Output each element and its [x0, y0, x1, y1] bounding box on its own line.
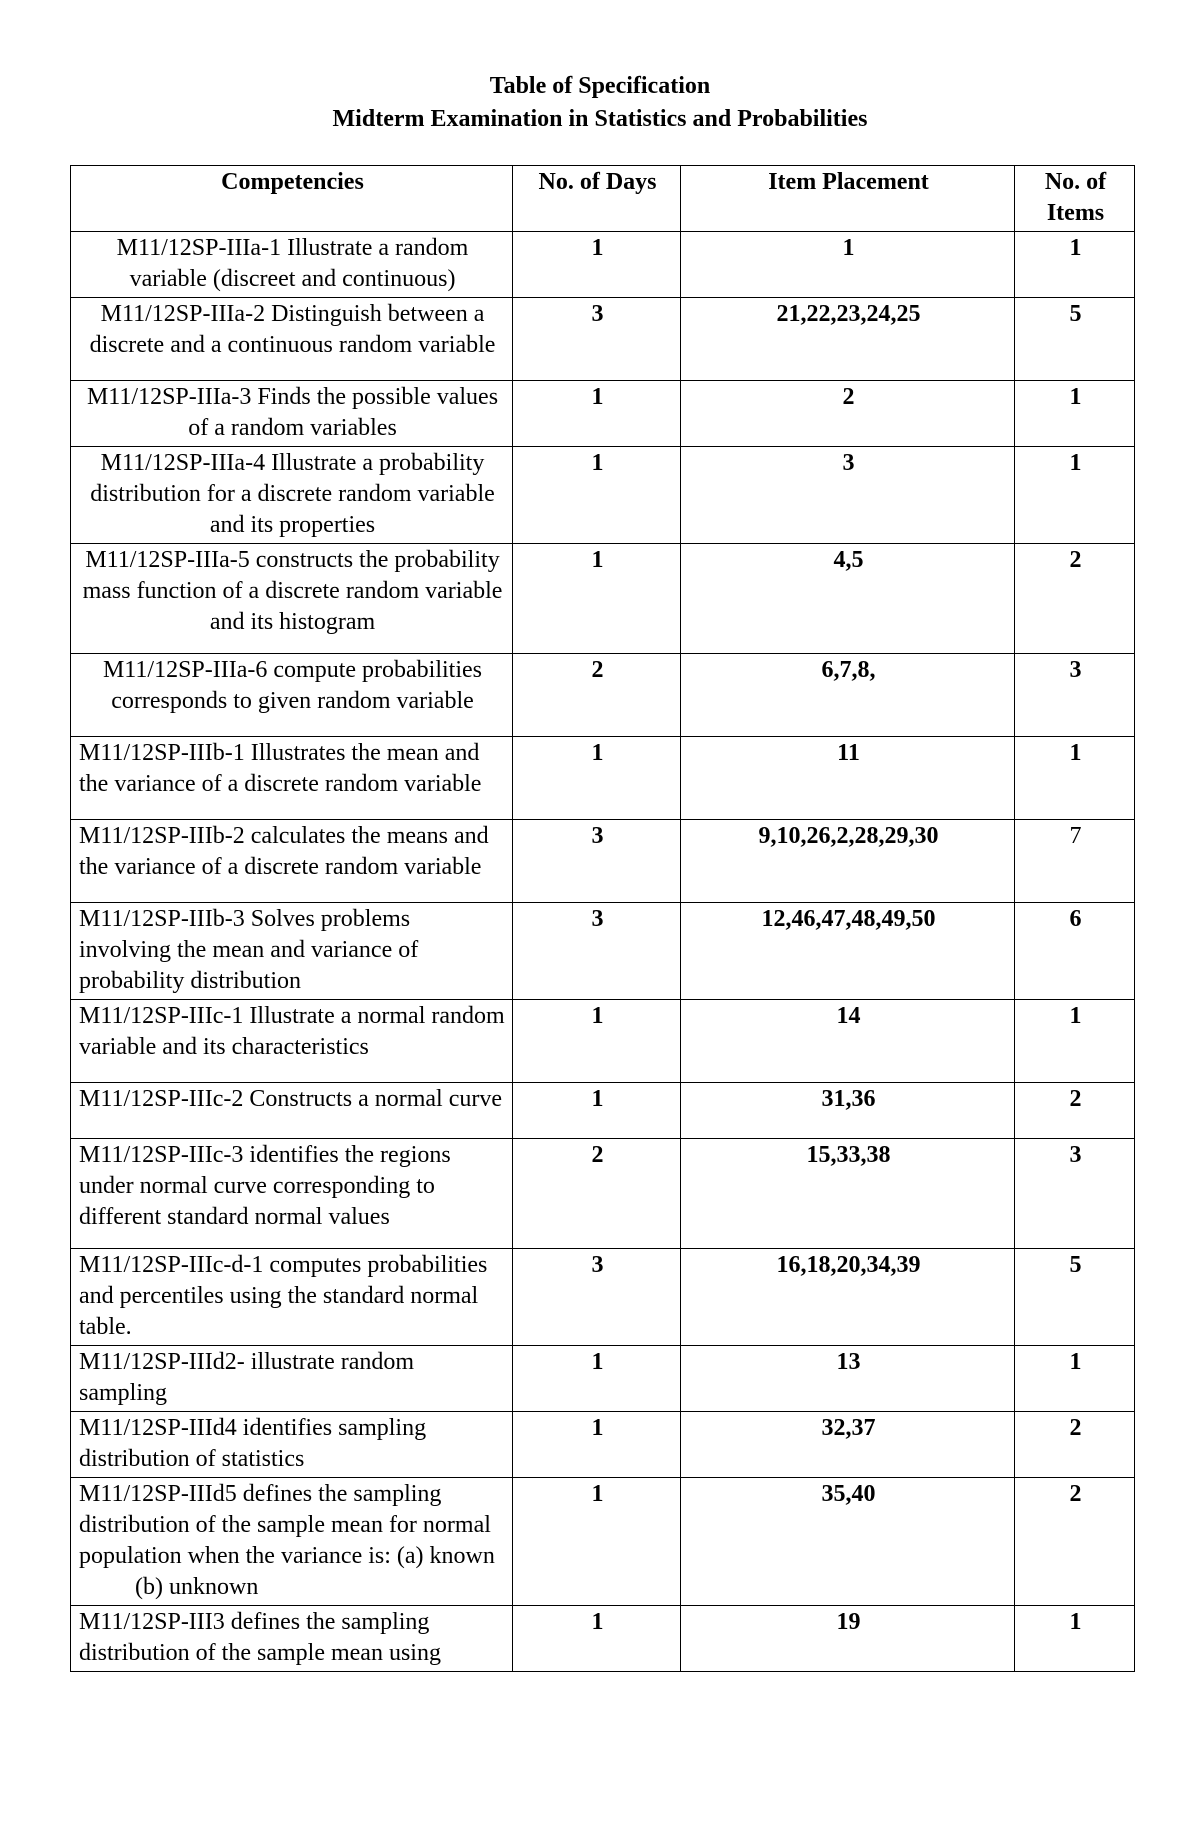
table-row [71, 447, 1135, 544]
document-title: Table of Specification [489, 73, 711, 99]
items-cell: 1 [1015, 1000, 1135, 1083]
competency-cell: M11/12SP-III3 defines the sampling distribution of the sample mean using [71, 1606, 513, 1672]
days-cell: 1 [513, 544, 681, 654]
days-cell: 1 [513, 381, 681, 447]
placement-cell: 35,40 [681, 1478, 1015, 1606]
competency-cell: M11/12SP-IIIa-3 Finds the possible values of a random variables [71, 381, 513, 447]
competency-cell: M11/12SP-IIIc-2 Constructs a normal curve [71, 1083, 513, 1139]
placement-cell: 6,7,8, [681, 654, 1015, 737]
days-cell: 3 [513, 298, 681, 381]
header-no-of-days: No. of Days [513, 166, 681, 232]
days-cell: 2 [513, 654, 681, 737]
items-cell: 6 [1015, 903, 1135, 1000]
competency-cell: M11/12SP-IIIb-1 Illustrates the mean and the variance of a discrete random variable [71, 737, 513, 820]
competency-cell [71, 1478, 513, 1606]
table-row [71, 1000, 1135, 1083]
items-cell: 1 [1015, 1346, 1135, 1412]
days-cell: 1 [513, 1346, 681, 1412]
items-cell: 2 [1015, 544, 1135, 654]
placement-cell: 13 [681, 1346, 1015, 1412]
placement-cell: 2 [681, 381, 1015, 447]
items-cell: 7 [1015, 820, 1135, 903]
days-cell: 1 [513, 1412, 681, 1478]
days-cell: 3 [513, 903, 681, 1000]
table-header-row [71, 166, 1135, 232]
table-row [71, 381, 1135, 447]
competency-cell: M11/12SP-IIIa-6 compute probabilities corresponds to given random variable [71, 654, 513, 737]
days-cell: 1 [513, 1606, 681, 1672]
table-row [71, 232, 1135, 298]
items-cell: 1 [1015, 737, 1135, 820]
placement-cell: 15,33,38 [681, 1139, 1015, 1249]
placement-cell: 31,36 [681, 1083, 1015, 1139]
competency-text: M11/12SP-IIId5 defines the sampling distribution of the sample mean for normal population when the variance is: (a) known [79, 1481, 495, 1569]
document-subtitle: Midterm Examination in Statistics and Probabilities [332, 106, 868, 132]
competency-cell: M11/12SP-IIIa-5 constructs the probability mass function of a discrete random variable and its histogram [71, 544, 513, 654]
days-cell: 1 [513, 447, 681, 544]
days-cell: 1 [513, 1478, 681, 1606]
competency-cell: M11/12SP-IIIa-2 Distinguish between a discrete and a continuous random variable [71, 298, 513, 381]
table-row [71, 1606, 1135, 1672]
competency-cell: M11/12SP-IIId4 identifies sampling distribution of statistics [71, 1412, 513, 1478]
placement-cell: 9,10,26,2,28,29,30 [681, 820, 1015, 903]
placement-cell: 4,5 [681, 544, 1015, 654]
days-cell: 1 [513, 1083, 681, 1139]
table-row [71, 1412, 1135, 1478]
table-row [71, 903, 1135, 1000]
placement-cell: 21,22,23,24,25 [681, 298, 1015, 381]
table-row [71, 544, 1135, 654]
header-item-placement: Item Placement [681, 166, 1015, 232]
placement-cell: 11 [681, 737, 1015, 820]
days-cell: 1 [513, 737, 681, 820]
items-cell: 2 [1015, 1478, 1135, 1606]
header-competencies: Competencies [71, 166, 513, 232]
items-cell: 5 [1015, 298, 1135, 381]
placement-cell: 16,18,20,34,39 [681, 1249, 1015, 1346]
table-row [71, 1346, 1135, 1412]
header-no-of-items: No. of Items [1015, 166, 1135, 232]
placement-cell: 14 [681, 1000, 1015, 1083]
days-cell: 3 [513, 1249, 681, 1346]
placement-cell: 19 [681, 1606, 1015, 1672]
placement-cell: 3 [681, 447, 1015, 544]
competency-cell: M11/12SP-IIIa-4 Illustrate a probability distribution for a discrete random variable and its properties [71, 447, 513, 544]
items-cell: 1 [1015, 447, 1135, 544]
table-row [71, 654, 1135, 737]
competency-cell: M11/12SP-IIId2- illustrate random sampling [71, 1346, 513, 1412]
items-cell: 1 [1015, 1606, 1135, 1672]
competency-cell: M11/12SP-IIIa-1 Illustrate a random variable (discreet and continuous) [71, 232, 513, 298]
specification-table [70, 165, 1135, 1672]
table-row [71, 298, 1135, 381]
items-cell: 2 [1015, 1083, 1135, 1139]
items-cell: 2 [1015, 1412, 1135, 1478]
table-row [71, 1083, 1135, 1139]
items-cell: 3 [1015, 1139, 1135, 1249]
items-cell: 1 [1015, 232, 1135, 298]
competency-cell: M11/12SP-IIIb-2 calculates the means and the variance of a discrete random variable [71, 820, 513, 903]
competency-cell: M11/12SP-IIIb-3 Solves problems involving the mean and variance of probability distribution [71, 903, 513, 1000]
competency-cell: M11/12SP-IIIc-1 Illustrate a normal random variable and its characteristics [71, 1000, 513, 1083]
placement-cell: 1 [681, 232, 1015, 298]
table-row [71, 1139, 1135, 1249]
days-cell: 1 [513, 232, 681, 298]
items-cell: 1 [1015, 381, 1135, 447]
table-row [71, 820, 1135, 903]
competency-cell: M11/12SP-IIIc-d-1 computes probabilities and percentiles using the standard normal table. [71, 1249, 513, 1346]
days-cell: 3 [513, 820, 681, 903]
items-cell: 3 [1015, 654, 1135, 737]
competency-cell: M11/12SP-IIIc-3 identifies the regions under normal curve corresponding to different standard normal values [71, 1139, 513, 1249]
placement-cell: 12,46,47,48,49,50 [681, 903, 1015, 1000]
days-cell: 1 [513, 1000, 681, 1083]
competency-text-tail: (b) unknown [135, 1574, 259, 1600]
items-cell: 5 [1015, 1249, 1135, 1346]
table-row [71, 1249, 1135, 1346]
table-row [71, 737, 1135, 820]
placement-cell: 32,37 [681, 1412, 1015, 1478]
days-cell: 2 [513, 1139, 681, 1249]
table-row [71, 1478, 1135, 1606]
document-titles [0, 70, 1200, 136]
